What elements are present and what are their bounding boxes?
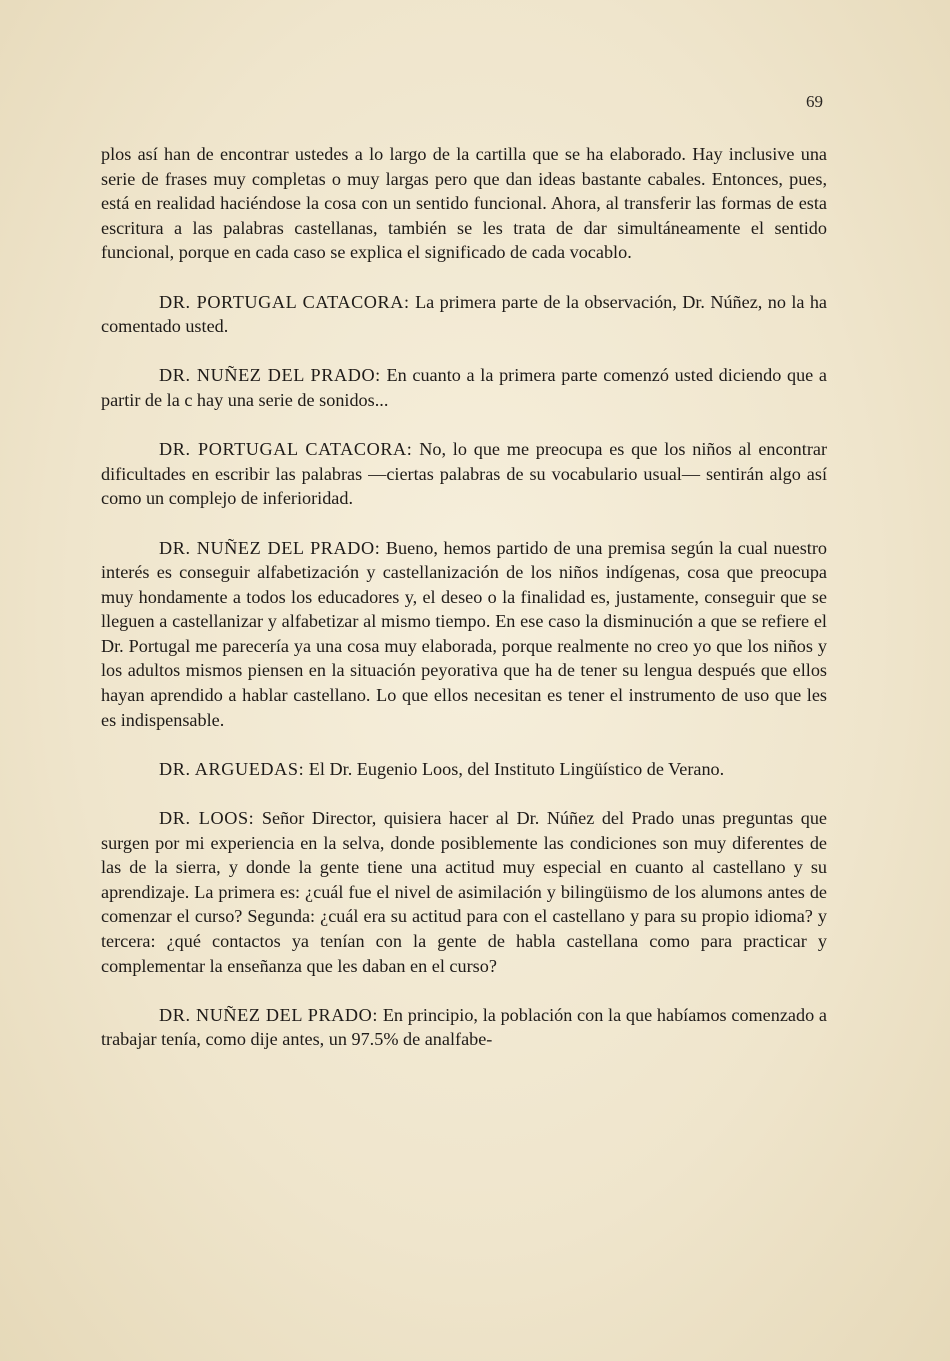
speaker-name: DR. PORTUGAL CATACORA: <box>159 439 413 460</box>
speaker-name: DR. NUÑEZ DEL PRADO: <box>159 1004 379 1025</box>
paragraph-text: Señor Director, quisiera hacer al Dr. Núñez del Prado unas preguntas que surgen por mi experiencia en la selva, donde posiblemente las condiciones son muy diferentes de las de la sierra, y donde la gente tiene una actitud muy especial en cuanto al castellano y su aprendizaje. La primera es: ¿cuál fue el nivel de asimilación y bilingüismo de los alumons antes de comenzar el curso? Segunda: ¿cuál era su actitud para con el castellano y para su propio idioma? y tercera: ¿qué contactos ya tenían con la gente de habla castellana como para practicar y complementar la enseñanza que les daban en el curso? <box>101 808 827 976</box>
page-number: 69 <box>806 92 823 111</box>
paragraph-nunez-1 <box>101 363 827 412</box>
paragraph-nunez-2 <box>101 536 827 733</box>
paragraph-portugal-1 <box>101 290 827 339</box>
paragraph-continuation <box>101 142 827 265</box>
body-text <box>101 142 827 1077</box>
paragraph-text: La primera parte de la observación, Dr. Núñez, no la ha comentado usted. <box>101 291 828 337</box>
speaker-name: DR. LOOS: <box>159 808 255 829</box>
paragraph-text: En principio, la población con la que habíamos comenzado a trabajar tenía, como dije antes, un 97.5% de analfabe- <box>101 1004 828 1050</box>
speaker-name: DR. NUÑEZ DEL PRADO: <box>159 537 381 558</box>
speaker-name: DR. NUÑEZ DEL PRADO: <box>159 365 381 386</box>
paragraph-nunez-3 <box>101 1003 827 1052</box>
paragraph-text: No, lo que me preocupa es que los niños al encontrar dificultades en escribir las palabras —ciertas palabras de su vocabulario usual— sentirán algo así como un complejo de inferioridad. <box>101 439 828 509</box>
paragraph-text: plos así han de encontrar ustedes a lo largo de la cartilla que se ha elaborado. Hay inclusive una serie de frases muy completas o muy largas pero que dan ideas bastante cabales. Entonces, pues, está en realidad haciéndose la cosa con un sentido funcional. Ahora, al transferir las formas de esta escritura a las palabras castellanas, también se les trata de dar simultáneamente el sentido funcional, porque en cada caso se explica el significado de cada vocablo. <box>101 144 827 263</box>
speaker-name: DR. PORTUGAL CATACORA: <box>159 291 410 312</box>
speaker-name: DR. ARGUEDAS: <box>159 758 305 779</box>
paragraph-text: En cuanto a la primera parte comenzó usted diciendo que a partir de la c hay una serie de sonidos... <box>101 365 827 410</box>
paragraph-text: Bueno, hemos partido de una premisa según la cual nuestro interés es conseguir alfabetización y castellanización de los niños indígenas, cosa que preocupa muy hondamente a todos los educadores y, el deseo o la finalidad es, justamente, conseguir que se lleguen a castellanizar y alfabetizar al mismo tiempo. En ese caso la disminución a que se refiere el Dr. Portugal me parecería ya una cosa muy elaborada, porque realmente no creo yo que los niños y los adultos mismos piensen en la situación peyorativa que ha de tener su lengua después que ellos hayan aprendido a hablar castellano. Lo que ellos necesitan es tener el instrumento de uso que les es indispensable. <box>101 537 827 730</box>
paragraph-text: El Dr. Eugenio Loos, del Instituto Lingüístico de Verano. <box>308 758 725 779</box>
paragraph-loos <box>101 806 827 978</box>
paragraph-arguedas <box>101 757 827 782</box>
paragraph-portugal-2 <box>101 437 827 511</box>
